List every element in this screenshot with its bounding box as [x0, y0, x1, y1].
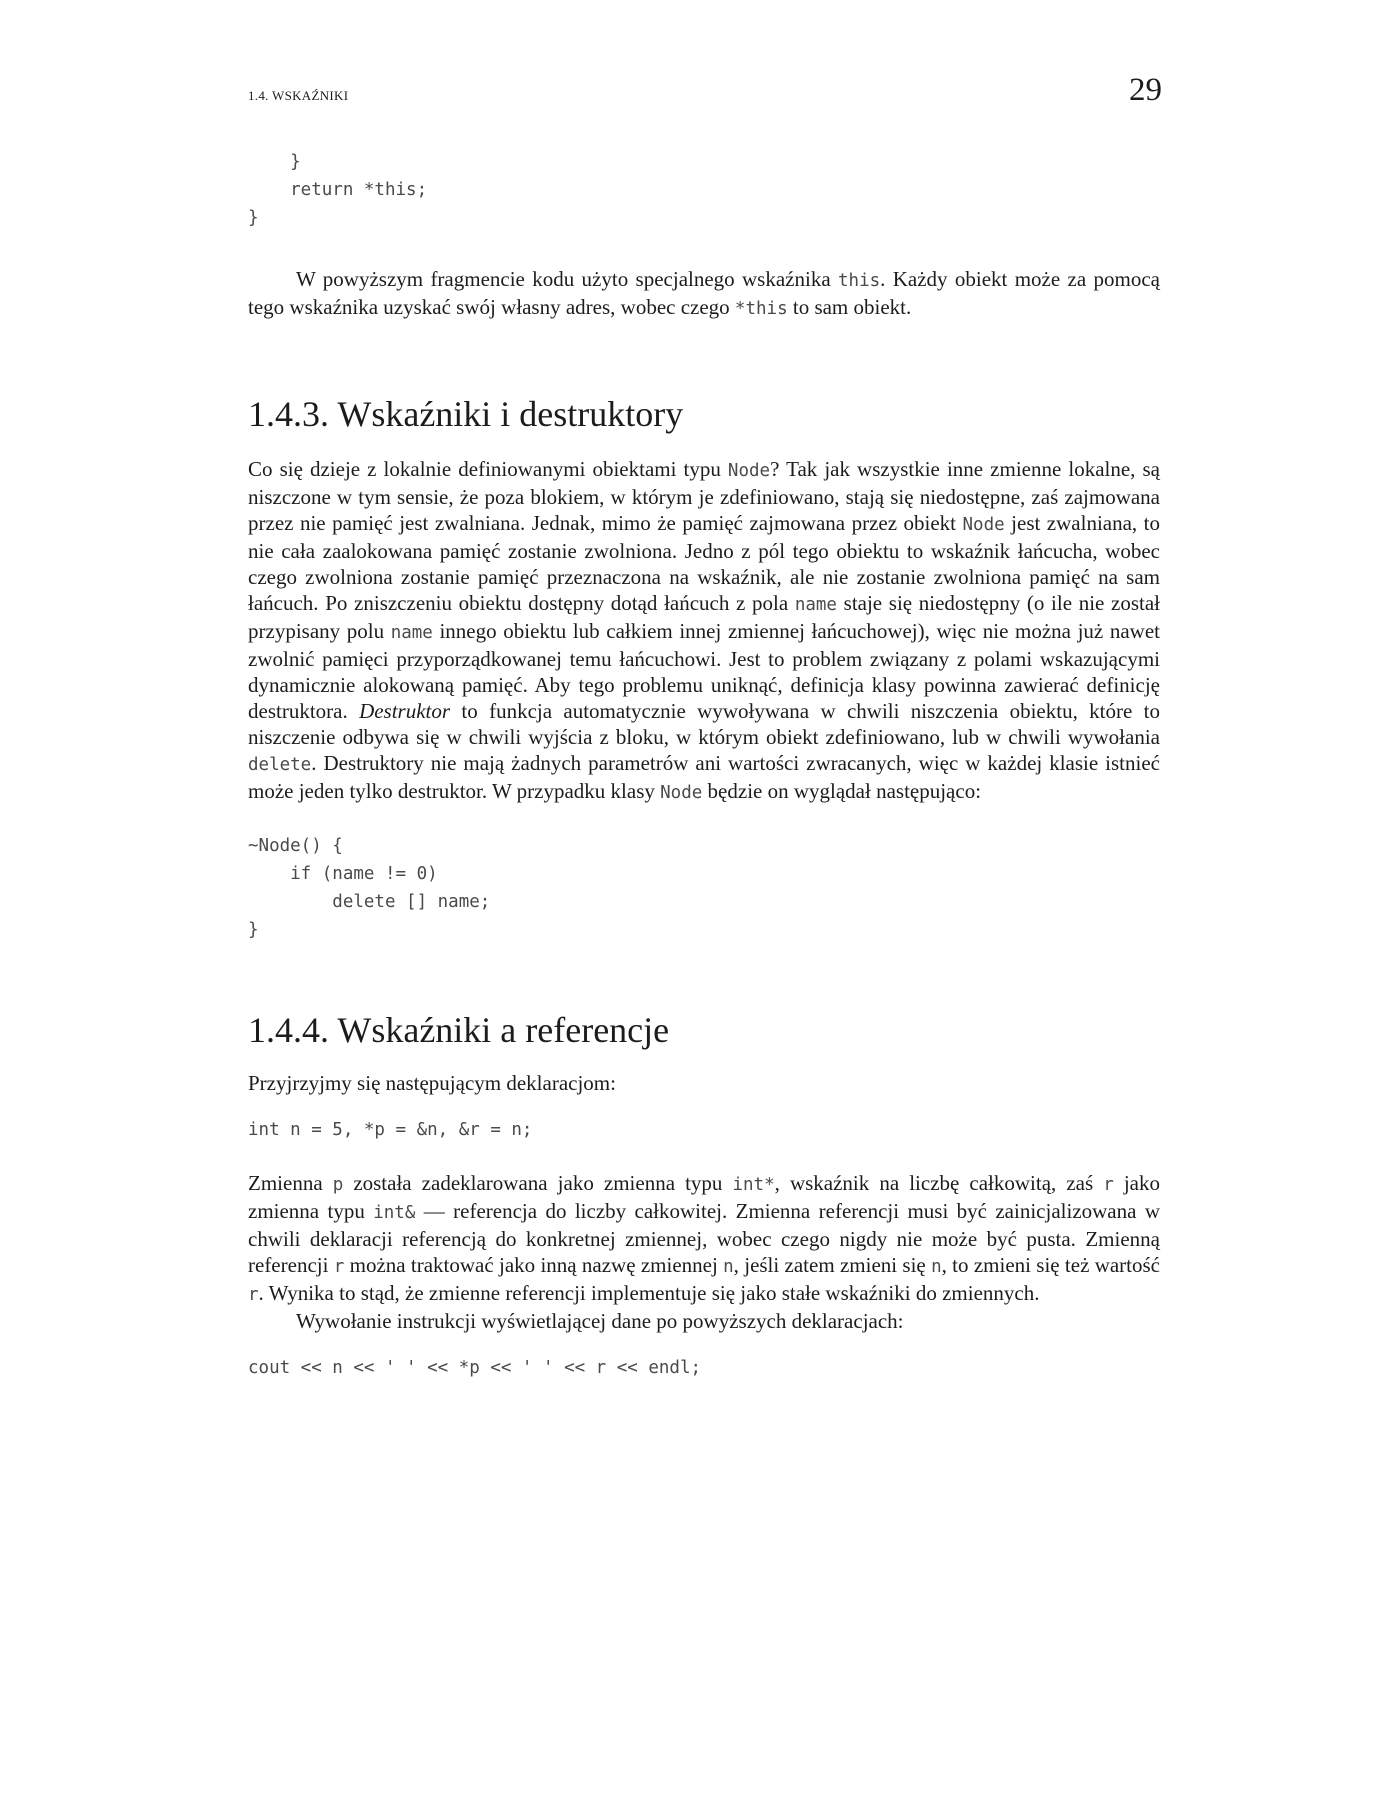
text-run: to sam obiekt. — [787, 295, 912, 319]
inline-code: r — [333, 1257, 345, 1277]
text-run: Co się dzieje z lokalnie definiowanymi obiektami typu — [248, 457, 728, 481]
text-run: innego obiektu lub całkiem innej zmiennej łańcuchowej), więc nie można już nawet zwolnić pamięci przyporządkowanej temu łańcuchowi. Jest to problem związany z polami wskazującymi dynamicznie alokowaną pamięć. Aby tego problemu uniknąć, definicja klasy powinna zawierać definicję destruktora. — [248, 619, 1160, 723]
code-block-destructor: ~Node() { if (name != 0) delete [] name; } — [248, 836, 491, 940]
text-run: będzie on wyglądał następująco: — [702, 779, 982, 803]
paragraph-declarations-intro: Przyjrzyjmy się następującym deklaracjom: — [248, 1071, 616, 1095]
inline-code: p — [332, 1175, 344, 1195]
text-run: . Każdy obiekt może za pomocą tego wskaźnika uzyskać swój własny adres, wobec czego — [248, 267, 1161, 319]
inline-code: delete — [248, 755, 312, 775]
text-run: W powyższym fragmencie kodu użyto specjalnego wskaźnika — [296, 267, 838, 291]
text-run: to funkcja automatycznie wywoływana w chwili niszczenia obiektu, które to niszczenie odbywa się w chwili wyjścia z bloku, w którym obiekt zdefiniowano, lub w chwili wywołania — [248, 699, 1160, 749]
text-run: Zmienna — [248, 1171, 333, 1195]
code-block-return-this: } return *this; } — [248, 152, 428, 228]
inline-code: name — [390, 623, 433, 643]
code-block-cout: cout << n << ' ' << *p << ' ' << r << endl; — [248, 1358, 702, 1378]
text-run: . Wynika to stąd, że zmienne referencji implementuje się jako stałe wskaźniki do zmiennych. — [258, 1281, 1040, 1305]
inline-code: r — [248, 1285, 259, 1305]
text-run: została zadeklarowana jako zmienna typu — [343, 1171, 733, 1195]
inline-code: Node — [962, 515, 1005, 535]
text-run: . Destruktory nie mają żadnych parametrów ani wartości zwracanych, więc w każdej klasie istnieć może jeden tylko destruktor. W przypadku klasy — [248, 751, 1160, 803]
inline-code: Node — [727, 461, 771, 481]
inline-code: int& — [373, 1203, 416, 1223]
paragraph-references — [248, 1170, 1160, 1308]
page-number: 29 — [1129, 72, 1162, 108]
inline-code: Node — [660, 783, 703, 803]
text-run: — referencja do liczby całkowitej. Zmienna referencji musi być zainicjalizowana w chwili deklaracji referencją do konkretnej zmiennej, wobec czego nigdy nie może być pusta. Zmienną referencji — [248, 1199, 1160, 1277]
inline-code: n — [723, 1257, 734, 1277]
text-run: można traktować jako inną nazwę zmiennej — [344, 1253, 724, 1277]
paragraph-cout-intro: Wywołanie instrukcji wyświetlającej dane po powyższych deklaracjach: — [296, 1309, 904, 1333]
inline-code: n — [931, 1257, 942, 1277]
text-run: , wskaźnik na liczbę całkowitą, zaś — [774, 1171, 1104, 1195]
running-head: 1.4. WSKAŹNIKI — [248, 88, 349, 103]
text-run: ? Tak jak wszystkie inne zmienne lokalne, są niszczone w tym sensie, że poza blokiem, w którym je zdefiniowano, stają się niedostępne, zaś zajmowana przez nie pamięć jest zwalniana. Jednak, mimo że pamięć zajmowana przez obiekt — [248, 457, 1160, 535]
text-run: , jeśli zatem zmieni się — [733, 1253, 932, 1277]
emphasis-term: Destruktor — [359, 699, 451, 723]
code-block-declarations: int n = 5, *p = &n, &r = n; — [248, 1120, 533, 1140]
text-run: staje się niedostępny (o ile nie został przypisany polu — [248, 591, 1160, 643]
inline-code: r — [1103, 1175, 1114, 1195]
text-run: , to zmieni się też wartość — [941, 1253, 1161, 1277]
inline-code: this — [838, 271, 881, 291]
inline-code: name — [794, 595, 837, 615]
page-content — [248, 148, 1160, 1382]
inline-code: *this — [734, 299, 788, 319]
section-heading-1-4-4: 1.4.4. Wskaźniki a referencje — [248, 1010, 670, 1050]
paragraph-destructors — [248, 456, 1160, 806]
section-heading-1-4-3: 1.4.3. Wskaźniki i destruktory — [248, 394, 684, 434]
text-run: jako zmienna typu — [248, 1171, 1161, 1223]
paragraph-this-pointer — [248, 266, 1160, 322]
text-run: jest zwalniana, to nie cała zaalokowana pamięć zostanie zwolniona. Jedno z pól tego obiektu to wskaźnik łańcucha, wobec czego zwolniona zostanie pamięć przeznaczona na wskaźnik, ale nie zostanie zwolniona pamięć na sam łańcuch. Po zniszczeniu obiektu dostępny dotąd łańcuch z pola — [248, 511, 1160, 615]
inline-code: int* — [732, 1175, 775, 1195]
